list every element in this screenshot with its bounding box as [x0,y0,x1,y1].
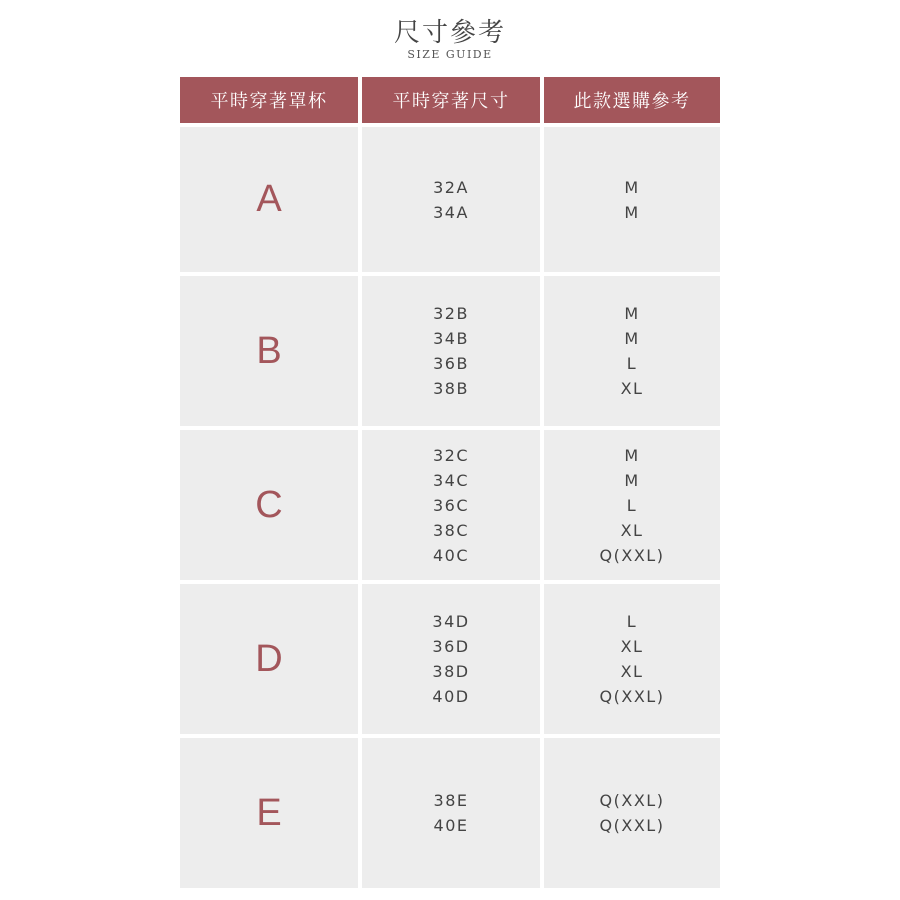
cup-cell [180,584,358,734]
page-title: 尺寸參考 [393,18,506,48]
size-value: 32C [432,445,470,465]
recommend-cell [544,584,720,734]
size-value: 34B [433,329,469,348]
size-value: 34D [432,612,470,631]
recommend-value: M [624,470,640,490]
recommend-value: L [626,612,638,631]
size-cell [362,738,540,888]
header-cup: 平時穿著罩杯 [180,77,358,124]
size-value: 34C [432,470,470,490]
recommend-value: Q(XXL) [599,791,665,810]
recommend-value: Q(XXL) [599,545,665,565]
size-value: 38C [432,520,470,540]
size-value: 40D [432,687,470,706]
recommend-value: M [624,445,640,465]
recommend-value: M [624,177,640,197]
cup-letter: B [256,329,282,372]
cup-cell [180,127,358,272]
size-value: 32A [433,177,469,197]
cup-letter: A [256,178,282,220]
cup-cell [180,430,358,580]
recommend-value: Q(XXL) [599,816,665,835]
size-table [180,77,720,888]
size-value: 38D [432,662,470,681]
table-row [180,584,720,734]
recommend-value: M [624,329,640,348]
size-value: 32B [433,304,469,323]
recommend-cell [544,430,720,580]
size-value: 40E [433,816,469,835]
size-value: 36C [432,495,470,515]
recommend-value: M [624,304,640,323]
size-value: 38E [433,791,469,810]
recommend-value: M [624,202,640,222]
table-row [180,430,720,580]
size-cell [362,127,540,272]
cup-cell [180,738,358,888]
cup-letter: E [256,791,282,834]
cup-cell [180,276,358,426]
recommend-value: XL [620,520,644,540]
size-value: 36D [432,637,470,656]
page-subtitle: SIZE GUIDE [407,48,493,61]
recommend-value: XL [620,379,644,398]
table-row [180,738,720,888]
size-cell [362,276,540,426]
recommend-value: XL [620,637,644,656]
table-row [180,276,720,426]
recommend-value: Q(XXL) [599,687,665,706]
cup-letter: C [255,483,283,526]
size-value: 38B [433,379,469,398]
size-value: 36B [433,354,469,373]
recommend-cell [544,127,720,272]
recommend-cell [544,276,720,426]
table-row [180,127,720,272]
size-value: 40C [432,545,470,565]
recommend-value: XL [620,662,644,681]
cup-letter: D [255,637,283,680]
recommend-cell [544,738,720,888]
size-cell [362,584,540,734]
size-cell [362,430,540,580]
header-recommend: 此款選購參考 [544,77,720,124]
recommend-value: L [626,354,638,373]
header-size: 平時穿著尺寸 [362,77,540,124]
recommend-value: L [626,495,638,515]
size-value: 34A [433,202,469,222]
